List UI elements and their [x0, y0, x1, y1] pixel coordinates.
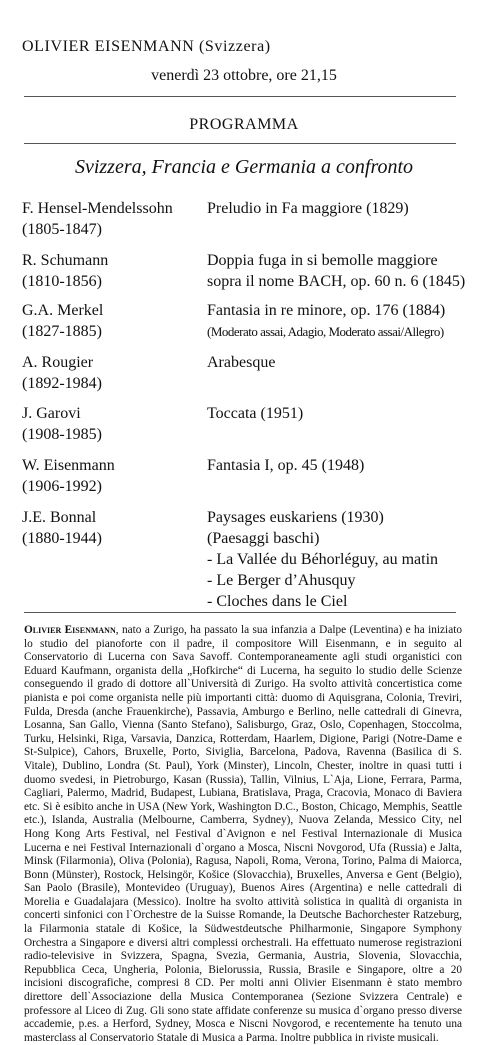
work	[207, 300, 467, 342]
work-title: Fantasia I, op. 45 (1948)	[207, 457, 365, 474]
composer-name: W. Eisenmann	[22, 457, 115, 474]
work	[207, 198, 467, 219]
work	[207, 250, 467, 292]
composer-name: R. Schumann	[22, 252, 109, 269]
composer-dates: (1805-1847)	[22, 221, 102, 238]
work	[207, 455, 467, 476]
movement-title: - Le Berger d’Ahusquy	[207, 572, 356, 589]
composer-name: J. Garovi	[22, 405, 81, 422]
divider	[24, 612, 456, 613]
work-title: sopra il nome BACH, op. 60 n. 6 (1845)	[207, 273, 466, 290]
work-subtitle: (Paesaggi baschi)	[207, 530, 320, 547]
composer	[22, 507, 202, 549]
movement-title: - La Vallée du Béhorléguy, au matin	[207, 551, 439, 568]
composer-name: G.A. Merkel	[22, 302, 104, 319]
concert-date: venerdì 23 ottobre, ore 21,15	[151, 67, 337, 84]
work-title: Arabesque	[207, 354, 276, 371]
composer-name: J.E. Bonnal	[22, 509, 97, 526]
composer-name: F. Hensel-Mendelssohn	[22, 200, 173, 217]
composer-dates: (1880-1944)	[22, 530, 102, 547]
composer-dates: (1908-1985)	[22, 426, 102, 443]
composer-name: A. Rougier	[22, 354, 94, 371]
performer-biography	[24, 624, 462, 1045]
programme-heading: PROGRAMMA	[189, 116, 299, 133]
work	[207, 403, 467, 424]
composer-dates: (1906-1992)	[22, 478, 102, 495]
biography-text: , nato a Zurigo, ha passato la sua infanzia a Dalpe (Leventina) e ha iniziato lo studio del pianoforte con il padre, il compositore Will Eisenmann, e in seguito al Conservatorio di Lucerna con Sava Savoff. Contemporaneamente agli studi organistici con Eduard Kaufmann, organista della „Hofkirche“ di Lucerna, ha seguito lo studio delle Scienze conseguendo il grado di dottore all`Università di Zurigo. Ha svolto attività concertistica come pianista e poi come organista nelle più importanti città: duomo di Aquisgrana, Colonia, Treviri, Fulda, Dresda (anche Frauenkirche), Passavia, Amburgo e Berlino, nelle cattedrali di Ginevra, Losanna, San Gallo, Vienna (Santo Stefano), Salisburgo, Graz, Oslo, Copenhagen, Stoccolma, Turku, Helsinki, Riga, Varsavia, Danzica, Rotterdam, Haarlem, Digione, Parigi (Notre-Dame e St-Sulpice), Cahors, Bruxelle, Porto, Siviglia, Barcelona, Padova, Ravenna (Basilica di S. Vitale), Dublino, Londra (St. Paul), York (Minster), Lincoln, Chester, inoltre in quasi tutti i duomo svedesi, in Pietroburgo, Kasan (Russia), Tallin, Vilnius, L`Aja, Lione, Ferrara, Parma, Cagliari, Palermo, Madrid, Budapest, Lubiana, Bratislava, Praga, Cracovia, Monaco di Baviera etc. Si è esibito anche in USA (New York, Washington D.C., Boston, Chicago, Memphis, Seattle etc.), Islanda, Australia (Melbourne, Camberra, Sydney), Nuova Zelanda, Messico City, nel Hong Kong Arts Festival, nel Festival d`Avignon e nel Festival Internazionale di Musica Lucerna e nei Festival Internazionali d`organo a Mosca, Niscni Novgorod, Ufa (Russia) e Jalta, Minsk (Filarmonia), Oliva (Polonia), Ragusa, Napoli, Roma, Verona, Torino, Palma di Maiorca, Bonn (Münster), Rostock, Helsingör, Košice (Slovacchia), Bruxelles, Anversa e Gent (Belgio), San Paolo (Brasile), Montevideo (Uruguay), Buenos Aires (Argentina) e nelle cattedrali di Morelia e Guadalajara (Messico). Inoltre ha svolto attività solistica in qualità di organista in concerti sinfonici con l`Orchestre de la Suisse Romande, la Deutsche Bachorchester Ratzeburg, la Filarmonia statale di Košice, la Südwestdeutsche Philharmonie, Singapore Symphony Orchestra a Singapore e diversi altri complessi orchestrali. Ha effettuato numerose registrazioni radio-televisive in Svizzera, Spagna, Svezia, Germania, Austria, Slovenia, Slovacchia, Repubblica Ceca, Ungheria, Polonia, Bielorussia, Russia, Brasile e Singapore, oltre a 20 incisioni discografiche, compresi 8 CD. Per molti anni Olivier Eisenmann è stato membro direttore dell`Associazione della Musica Contemporanea (Sezione Svizzera Centrale) e professore al Liceo di Zug. Gli sono state affidate conferenze su musica d`organo presso diverse accademie, p.es. a Herford, Sydney, Mosca e Niscni Novgorod, e recentemente ha tenuto una masterclass al Conservatorio Statale di Musica a Parma. Inoltre pubblica in riviste musicali.	[24, 624, 462, 1044]
divider	[24, 143, 456, 144]
composer	[22, 300, 202, 342]
movement-title: - Cloches dans le Ciel	[207, 593, 348, 610]
composer	[22, 198, 202, 240]
divider	[24, 96, 456, 97]
movement-note: (Moderato assai, Adagio, Moderato assai/Allegro)	[207, 324, 444, 339]
performer-heading: OLIVIER EISENMANN (Svizzera)	[22, 38, 271, 55]
composer-dates: (1892-1984)	[22, 375, 102, 392]
composer	[22, 352, 202, 394]
biography-name: Olivier Eisenmann	[24, 624, 116, 636]
composer	[22, 250, 202, 292]
programme-subtitle: Svizzera, Francia e Germania a confronto	[74, 156, 414, 178]
work-title: Toccata (1951)	[207, 405, 304, 422]
work-title: Paysages euskariens (1930)	[207, 509, 384, 526]
composer	[22, 403, 202, 445]
work	[207, 352, 467, 373]
composer-dates: (1827-1885)	[22, 323, 102, 340]
composer-dates: (1810-1856)	[22, 273, 102, 290]
composer	[22, 455, 202, 497]
work-title: Doppia fuga in si bemolle maggiore	[207, 252, 438, 269]
work	[207, 507, 467, 612]
work-title: Preludio in Fa maggiore (1829)	[207, 200, 409, 217]
work-title: Fantasia in re minore, op. 176 (1884)	[207, 302, 446, 319]
